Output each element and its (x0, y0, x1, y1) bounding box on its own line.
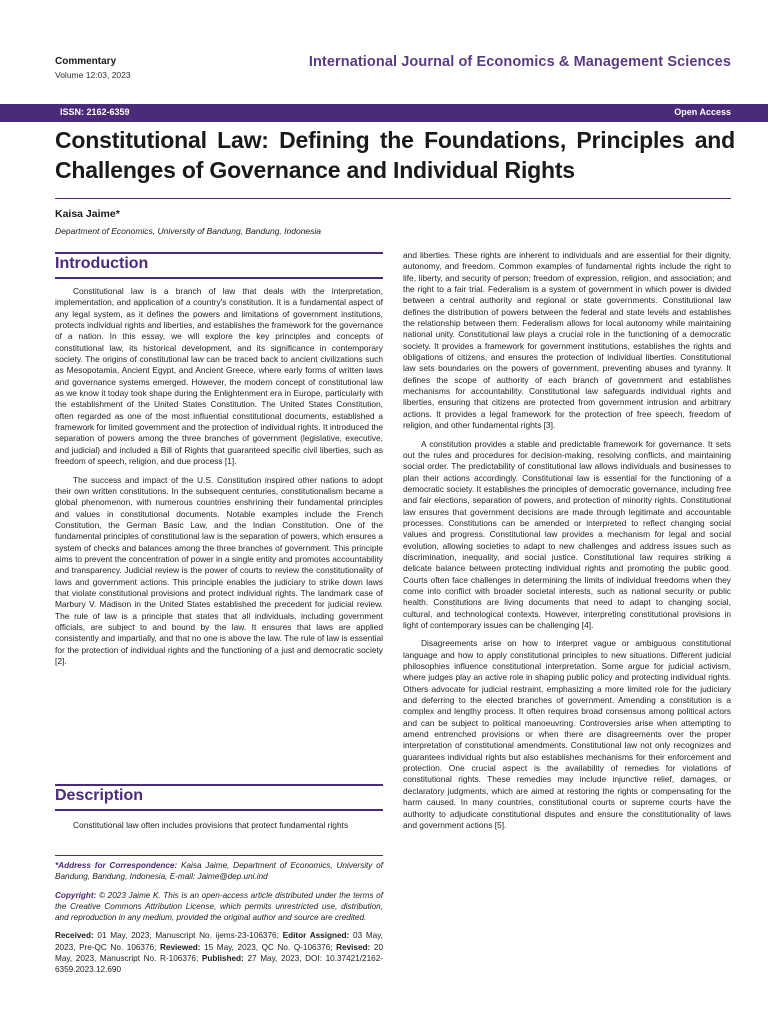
introduction-body (55, 286, 383, 674)
description-paragraph: Constitutional law often includes provisions that protect fundamental rights (73, 820, 349, 830)
volume-info: Volume 12:03, 2023 (55, 70, 131, 80)
description-body (55, 820, 383, 838)
history-note (55, 930, 383, 975)
copyright-label: Copyright: (55, 890, 97, 900)
right-paragraph: and liberties. These rights are inherent to individuals and are essential for their dignity, autonomy, and freedom. Common examples of fundamental rights include the right to life, liberty, and security of person; freedom of expression, religion, and association; and the right to a fair trial. Federalism is a system of government in which power is divided between a central authority and regional or state governments. Constitutional law defines the distribution of powers between the federal and state levels and establishes the relationship between them. Federalism allows for local autonomy while maintaining national unity. Constitutional law plays a crucial role in the functioning of a democratic society. It provides a framework for government institutions, establishes the rights and obligations of citizens, and ensures the protection of individual liberties. Constitutional law sets boundaries on the powers of government, preventing abuses and tyranny. It defines the scope of authority of each branch of government and establishes mechanisms for accountability. Constitutional law safeguards individual rights and liberties, ensuring that citizens are protected from government intrusion and arbitrary actions. It provides a legal framework for the protection of free speech, freedom of religion, and other fundamental rights [3]. (403, 250, 731, 431)
copyright-note (55, 890, 383, 924)
article-title: Constitutional Law: Defining the Foundations, Principles and Challenges of Governance and Individual Rights (55, 127, 735, 183)
copyright-text: © 2023 Jaime K. This is an open-access article distributed under the terms of the Creative Commons Attribution License, which permits unrestricted use, distribution, and reproduction in any medium, provided the original author and source are credited. (55, 890, 383, 923)
issn-label: ISSN: 2162-6359 (60, 107, 130, 117)
assigned-text: 03 May, 2023, Pre-QC No. 106376; (55, 931, 383, 952)
received-label: Received: (55, 931, 94, 941)
revised-label: Revised: (336, 942, 371, 952)
desc-top-rule (55, 784, 383, 786)
journal-name: International Journal of Economics & Management Sciences (308, 54, 731, 70)
reviewed-label: Reviewed: (159, 942, 201, 952)
author-affiliation: Department of Economics, University of Bandung, Bandung, Indonesia (55, 226, 322, 236)
description-heading: Description (55, 787, 144, 804)
introduction-heading: Introduction (55, 255, 149, 272)
intro-paragraph: Constitutional law is a branch of law that deals with the interpretation, implementation, and application of a country's constitution. It is a fundamental aspect of any legal system, as it defines the powers and limitations of government institutions, protects individual rights and liberties, and establishes the framework for the governance of a nation. In this essay, we will explore the key principles and concepts of constitutional law, its historical development, and its significance in contemporary society. The origins of constitutional law can be traced back to ancient civilizations such as Mesopotamia, Ancient Egypt, and Ancient Greece, where early forms of written laws and governance systems emerged. However, the modern concept of constitutional law as we know it today took shape during the Enlightenment era in Europe, particularly with the establishment of the United States Constitution. The United States Constitution, often regarded as one of the most influential constitutional documents, established a framework for limited government and the protection of individual rights. It introduced the separation of powers among the three branches of government (legislative, executive, and judicial) and included a Bill of Rights that guaranteed specific civil liberties, such as freedom of speech, religion, and due process [1]. (55, 286, 383, 467)
article-type: Commentary (55, 56, 117, 67)
footnote-divider (55, 855, 383, 856)
published-label: Published: (201, 954, 244, 964)
correspondence-text: Kaisa Jaime, Department of Economics, University of Bandung, Bandung, Indonesia, E-mail: Jaime@dep.uni.ind (55, 861, 384, 882)
intro-paragraph: The success and impact of the U.S. Constitution inspired other nations to adopt their own written constitutions. In the subsequent centuries, constitutionalism became a global phenomenon, with numerous countries enshrining their fundamental principles and values in constitutional documents. Notable examples include the French Constitution, the German Basic Law, and the Indian Constitution. One of the fundamental principles of constitutional law is the separation of powers, which ensures a system of checks and balances among the three branches of government. This principle aims to prevent the concentration of power in a single entity and promotes accountability and transparency. Judicial review is the power of courts to review the constitutionality of laws and government actions. This principle enables the judiciary to strike down laws that violate constitutional provisions and protect individual rights. The landmark case of Marbury V. Madison in the United States established the precedent for judicial review. The rule of law is a principle that states that all individuals, including government officials, are subject to and bound by the law. It ensures that laws are applied consistently and impartially, and that no one is above the law. The rule of law is essential for the protection of individual rights and the functioning of a just and democratic society [2]. (55, 474, 383, 666)
revised-text: 20 May, 2023, Manuscript No. R-106376; (55, 942, 383, 964)
reviewed-text: 15 May, 2023, QC No. Q-106376; (204, 942, 333, 952)
right-column-body (403, 250, 731, 838)
received-text: 01 May, 2023, Manuscript No. ijems-23-106376; (97, 931, 279, 941)
right-paragraph: Disagreements arise on how to interpret vague or ambiguous constitutional language and how to apply constitutional principles to new situations. Different judicial philosophies influence constitutional interpretation. Some argue for judicial activism, where judges play an active role in shaping public policy and protecting individual rights. Others advocate for judicial restraint, emphasizing a more limited role for the judiciary and deferring to the elected branches of government. Amending a constitution is a complex and lengthy process. It often requires broad consensus among political actors and can be subject to political manoeuvring. Controversies arise when attempting to amend entrenched provisions or when there are disagreements over the proper interpretation of constitutional amendments. Constitutional law not only recognizes and guarantees individual rights but also establishes mechanisms for their enforcement and protection. One crucial aspect is the availability of remedies for violations of constitutional rights. These remedies may include injunctive relief, damages, or declaratory judgments, which are aimed at restoring the rights or compensating for the harm caused. In many countries, constitutional courts or supreme courts have the authority to adjudicate constitutional disputes and ensure the constitutionality of laws and government actions [5]. (403, 638, 731, 830)
correspondence-label: *Address for Correspondence: (55, 861, 178, 870)
correspondence-note (55, 860, 383, 883)
desc-bottom-rule (55, 809, 383, 811)
intro-bottom-rule (55, 277, 383, 279)
doi-text: DOI: 10.37421/2162-6359.2023.12.690 (55, 954, 383, 975)
published-text: 27 May, 2023, (247, 954, 302, 964)
author-name: Kaisa Jaime* (55, 208, 120, 220)
footnotes (55, 860, 383, 983)
open-access-label: Open Access (674, 107, 731, 117)
assigned-label: Editor Assigned: (282, 931, 350, 941)
title-divider (55, 198, 731, 199)
right-paragraph: A constitution provides a stable and predictable framework for governance. It sets out the rules and procedures for decision-making, resolving conflicts, and maintaining social order. The predictability of constitutional law allows individuals and businesses to plan their actions accordingly. Constitutional law is essential for the functioning of a democratic society. It establishes the principles of democratic governance, including free and fair elections, separation of powers, and protection of minority rights. Constitutional law ensures that government decisions are made through legitimate and accountable processes. Constitutions can be amended or interpreted to reflect changing social values and progress. Constitutional law provides a mechanism for legal and social evolution, allowing societies to adapt to new challenges and address issues such as discrimination, inequality, and social justice. Constitutional law requires striking a delicate balance between protecting individual rights and promoting the public good. Courts often face challenges in determining the limits of individual freedoms when they come into conflict with broader societal interests, such as national security or public health. Constitutions are living documents that need to adapt to changing social, cultural, and technological contexts. However, interpreting constitutional provisions in light of contemporary issues can be challenging [4]. (403, 438, 731, 630)
intro-top-rule (55, 252, 383, 254)
